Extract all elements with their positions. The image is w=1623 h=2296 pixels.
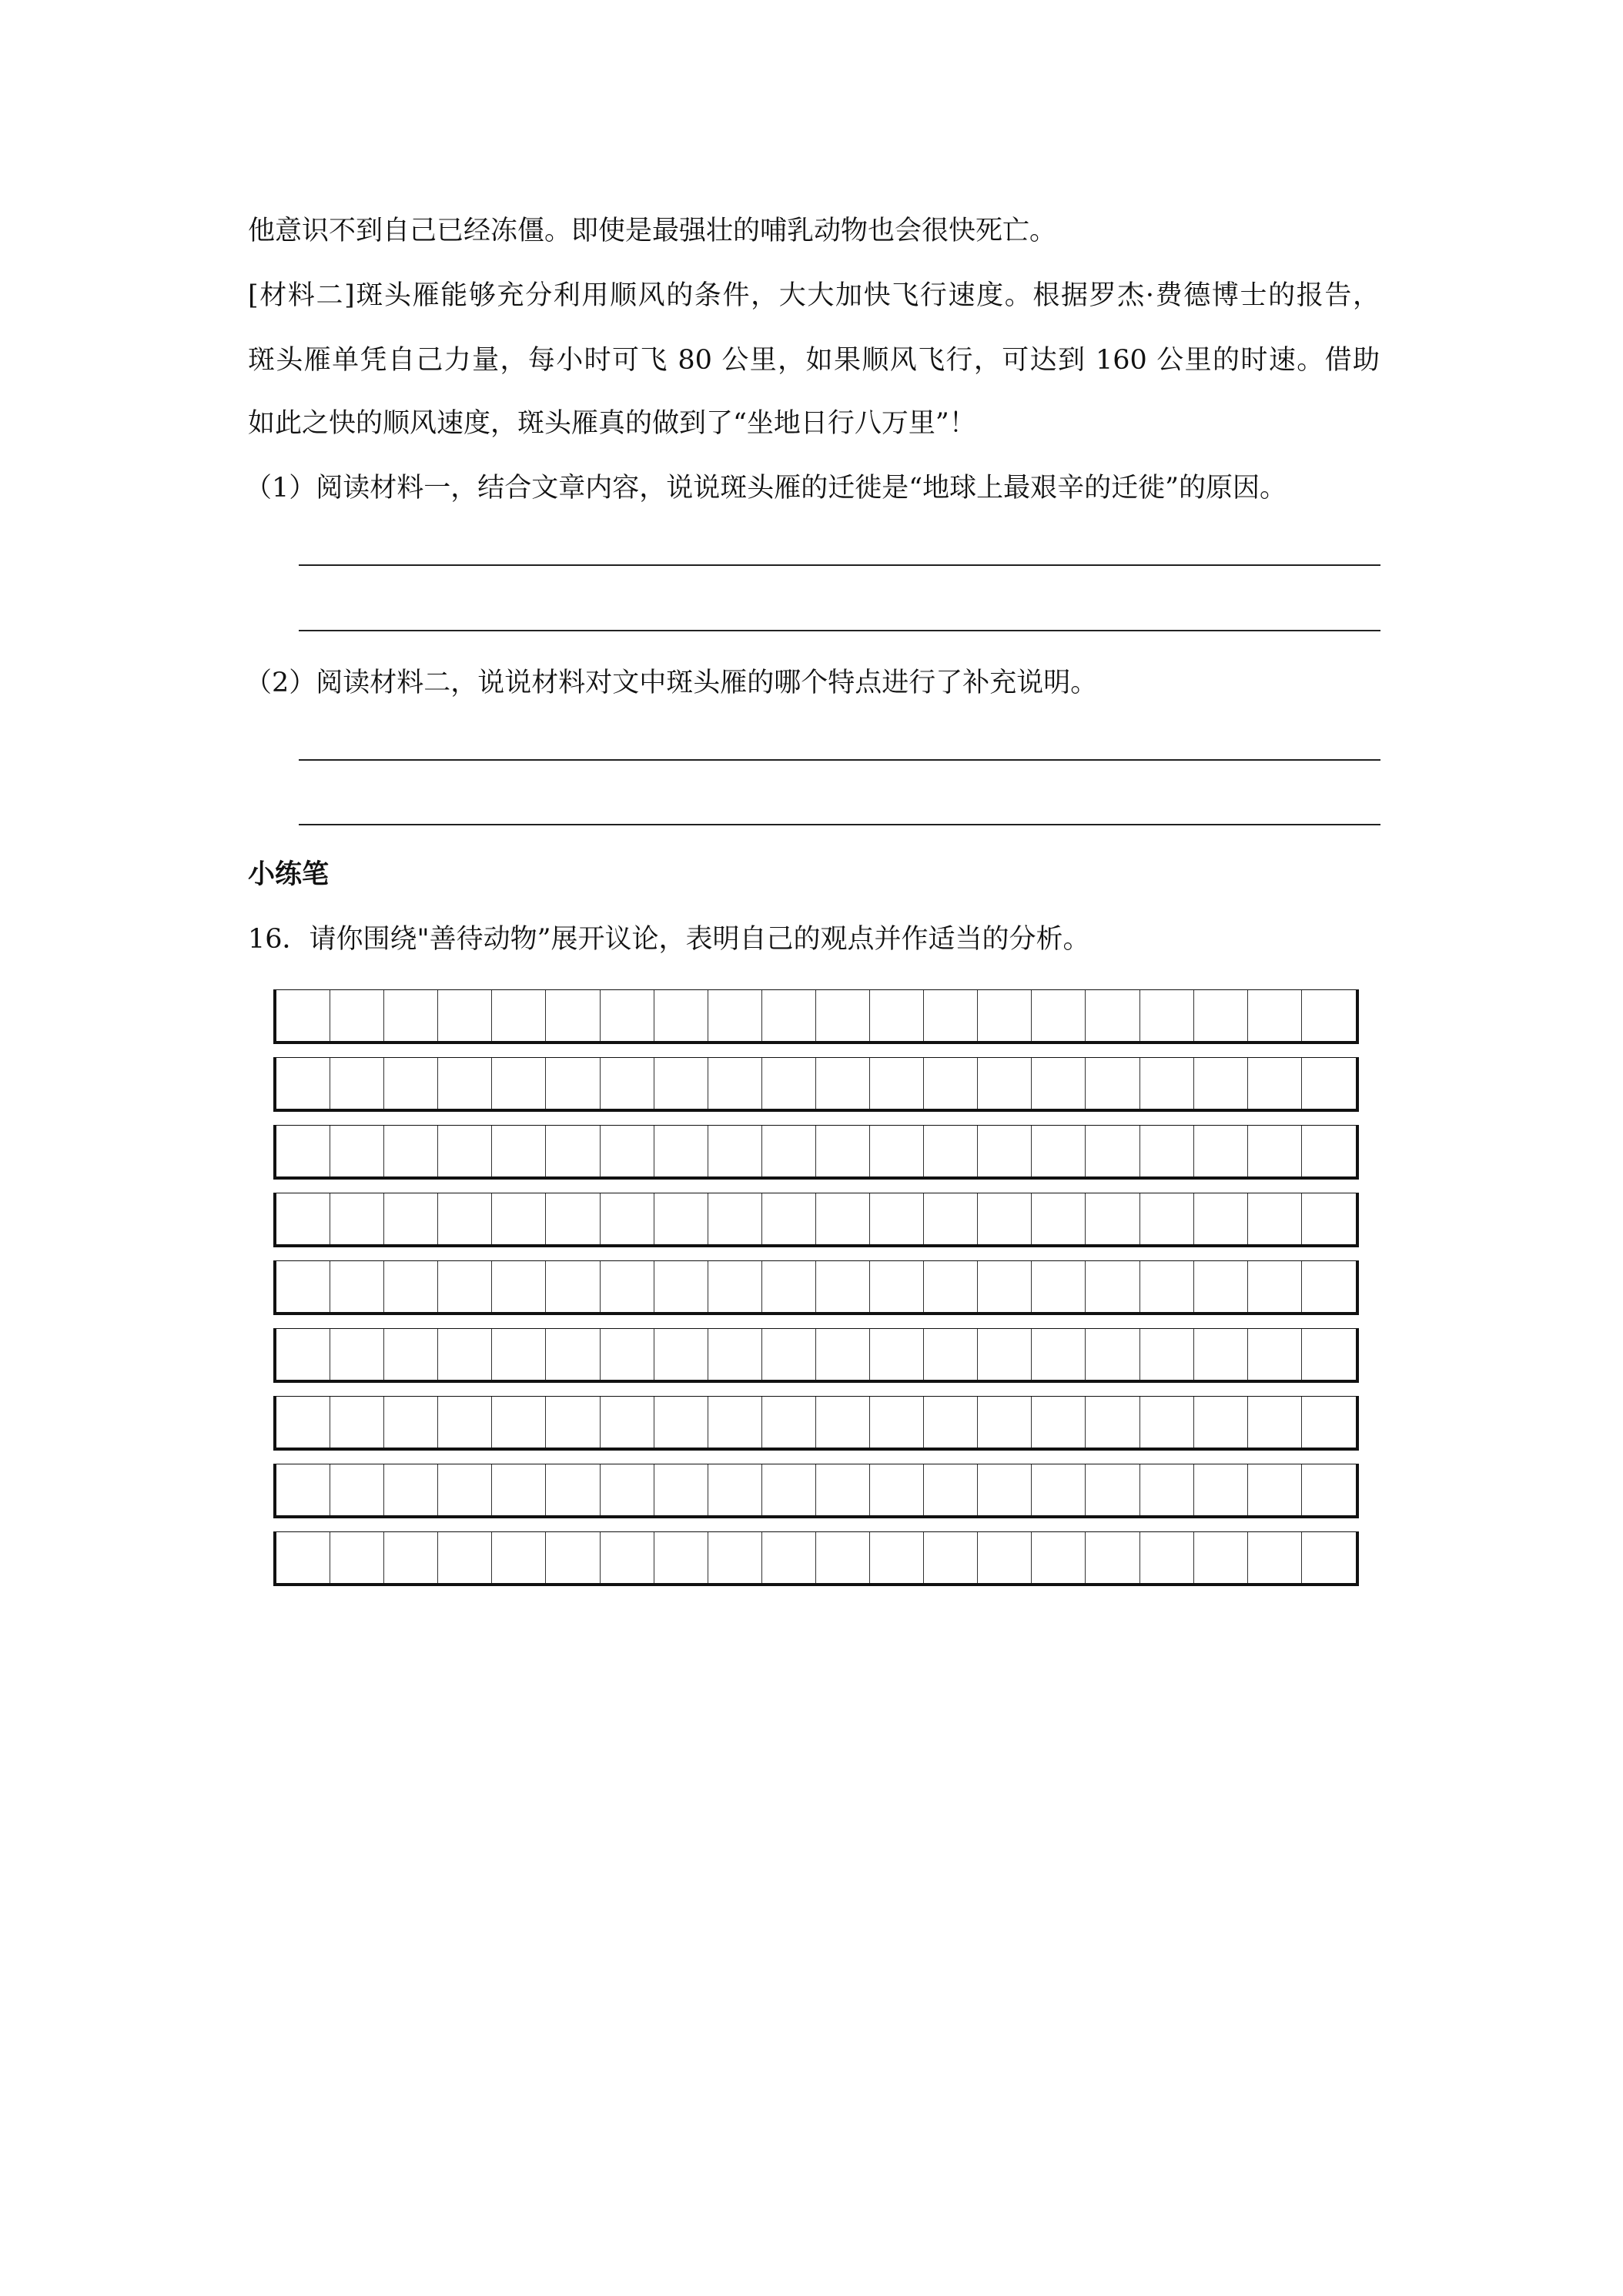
grid-cell[interactable] [330,1329,384,1380]
grid-cell[interactable] [870,1126,924,1176]
grid-row [273,1531,1359,1586]
grid-cell[interactable] [1086,990,1139,1041]
grid-cell[interactable] [546,990,600,1041]
grid-cell[interactable] [546,1329,600,1380]
grid-cell[interactable] [1248,990,1302,1041]
grid-cell[interactable] [438,1397,492,1448]
grid-cell[interactable] [870,990,924,1041]
grid-cell[interactable] [1302,1397,1356,1448]
grid-cell[interactable] [492,1464,546,1515]
grid-cell[interactable] [708,1193,762,1244]
grid-cell[interactable] [384,1058,438,1109]
grid-row [273,1125,1359,1180]
grid-cell[interactable] [1140,1261,1194,1312]
grid-cell[interactable] [276,990,330,1041]
grid-cell[interactable] [654,1464,708,1515]
grid-cell[interactable] [708,1058,762,1109]
grid-row [273,1193,1359,1247]
grid-cell[interactable] [924,1261,978,1312]
grid-cell[interactable] [492,1261,546,1312]
grid-cell[interactable] [546,1058,600,1109]
grid-cell[interactable] [762,1329,816,1380]
grid-cell[interactable] [870,1193,924,1244]
grid-cell[interactable] [1140,1126,1194,1176]
grid-cell[interactable] [1302,1193,1356,1244]
grid-cell[interactable] [870,1058,924,1109]
grid-cell[interactable] [924,1126,978,1176]
grid-cell[interactable] [1086,1397,1139,1448]
grid-cell[interactable] [330,1532,384,1583]
material-two-line-3: 如此之快的顺风速度，斑头雁真的做到了“坐地日行八万里”！ [248,408,976,439]
grid-cell[interactable] [1140,1464,1194,1515]
grid-cell[interactable] [816,1397,870,1448]
grid-cell[interactable] [384,1397,438,1448]
grid-cell[interactable] [546,1464,600,1515]
grid-cell[interactable] [654,990,708,1041]
grid-cell[interactable] [546,1193,600,1244]
grid-cell[interactable] [276,1397,330,1448]
grid-cell[interactable] [384,1126,438,1176]
grid-cell[interactable] [1032,1329,1086,1380]
grid-row [273,989,1359,1044]
grid-cell[interactable] [816,1464,870,1515]
grid-cell[interactable] [654,1329,708,1380]
answer-line-q2-2[interactable] [299,824,1380,825]
grid-cell[interactable] [978,1058,1032,1109]
grid-cell[interactable] [762,1397,816,1448]
grid-cell[interactable] [1194,1261,1248,1312]
grid-row [273,1260,1359,1315]
grid-cell[interactable] [870,1532,924,1583]
grid-cell[interactable] [708,1532,762,1583]
grid-cell[interactable] [1032,1397,1086,1448]
grid-cell[interactable] [330,1464,384,1515]
grid-cell[interactable] [708,1261,762,1312]
grid-cell[interactable] [601,1058,654,1109]
grid-cell[interactable] [654,1126,708,1176]
grid-row [273,1396,1359,1451]
grid-cell[interactable] [438,1532,492,1583]
grid-cell[interactable] [1140,1193,1194,1244]
grid-cell[interactable] [438,990,492,1041]
grid-cell[interactable] [1140,1058,1194,1109]
grid-cell[interactable] [1194,1464,1248,1515]
grid-cell[interactable] [1248,1261,1302,1312]
grid-cell[interactable] [276,1058,330,1109]
grid-cell[interactable] [978,1532,1032,1583]
grid-cell[interactable] [654,1397,708,1448]
grid-cell[interactable] [870,1464,924,1515]
grid-cell[interactable] [1194,1532,1248,1583]
grid-cell[interactable] [438,1058,492,1109]
grid-cell[interactable] [924,1193,978,1244]
grid-cell[interactable] [276,1261,330,1312]
grid-cell[interactable] [762,1126,816,1176]
grid-cell[interactable] [330,1397,384,1448]
grid-cell[interactable] [708,1126,762,1176]
grid-cell[interactable] [384,1464,438,1515]
grid-cell[interactable] [492,990,546,1041]
grid-cell[interactable] [1140,1329,1194,1380]
grid-cell[interactable] [816,1532,870,1583]
grid-cell[interactable] [1194,1058,1248,1109]
grid-cell[interactable] [438,1126,492,1176]
grid-cell[interactable] [438,1261,492,1312]
grid-cell[interactable] [601,1261,654,1312]
grid-cell[interactable] [438,1464,492,1515]
grid-cell[interactable] [330,990,384,1041]
grid-cell[interactable] [546,1532,600,1583]
grid-cell[interactable] [438,1193,492,1244]
grid-cell[interactable] [654,1532,708,1583]
grid-cell[interactable] [1140,1532,1194,1583]
grid-cell[interactable] [1086,1261,1139,1312]
grid-cell[interactable] [384,990,438,1041]
grid-cell[interactable] [601,1532,654,1583]
grid-cell[interactable] [601,1126,654,1176]
answer-line-q2-1[interactable] [299,759,1380,761]
grid-cell[interactable] [1086,1193,1139,1244]
grid-cell[interactable] [1194,1193,1248,1244]
grid-cell[interactable] [924,1329,978,1380]
grid-cell[interactable] [330,1126,384,1176]
grid-row [273,1328,1359,1383]
grid-cell[interactable] [492,1126,546,1176]
grid-cell[interactable] [1032,1058,1086,1109]
grid-cell[interactable] [708,1329,762,1380]
grid-cell[interactable] [601,990,654,1041]
grid-cell[interactable] [816,1058,870,1109]
grid-cell[interactable] [1140,990,1194,1041]
grid-cell[interactable] [978,1464,1032,1515]
grid-cell[interactable] [384,1329,438,1380]
grid-cell[interactable] [978,1193,1032,1244]
grid-cell[interactable] [924,990,978,1041]
grid-cell[interactable] [1140,1397,1194,1448]
grid-cell[interactable] [708,1397,762,1448]
grid-cell[interactable] [816,1193,870,1244]
grid-cell[interactable] [1086,1058,1139,1109]
grid-cell[interactable] [384,1193,438,1244]
grid-cell[interactable] [870,1261,924,1312]
grid-cell[interactable] [492,1193,546,1244]
grid-cell[interactable] [1032,1126,1086,1176]
grid-cell[interactable] [1302,1261,1356,1312]
grid-cell[interactable] [1302,1058,1356,1109]
grid-cell[interactable] [1248,1058,1302,1109]
grid-cell[interactable] [276,1464,330,1515]
grid-cell[interactable] [816,990,870,1041]
question-2: （2）阅读材料二，说说材料对文中斑头雁的哪个特点进行了补充说明。 [245,668,1098,698]
grid-cell[interactable] [492,1397,546,1448]
grid-cell[interactable] [924,1058,978,1109]
grid-cell[interactable] [978,1261,1032,1312]
grid-row [273,1057,1359,1112]
grid-cell[interactable] [654,1261,708,1312]
grid-cell[interactable] [601,1193,654,1244]
grid-cell[interactable] [384,1532,438,1583]
material-two-line-1: [材料二]斑头雁能够充分利用顺风的条件，大大加快飞行速度。根据罗杰·费德博士的报告， [248,280,1380,311]
grid-cell[interactable] [924,1532,978,1583]
grid-cell[interactable] [1248,1464,1302,1515]
grid-cell[interactable] [708,1464,762,1515]
grid-cell[interactable] [1248,1193,1302,1244]
grid-cell[interactable] [816,1329,870,1380]
grid-cell[interactable] [276,1329,330,1380]
material-two-line-2: 斑头雁单凭自己力量，每小时可飞 80 公里，如果顺风飞行，可达到 160 公里的时速。借助 [248,345,1380,376]
grid-cell[interactable] [924,1397,978,1448]
grid-cell[interactable] [1302,1532,1356,1583]
grid-cell[interactable] [492,1329,546,1380]
grid-cell[interactable] [870,1329,924,1380]
grid-cell[interactable] [384,1261,438,1312]
grid-cell[interactable] [762,1464,816,1515]
grid-cell[interactable] [1086,1126,1139,1176]
grid-cell[interactable] [1032,1532,1086,1583]
grid-cell[interactable] [1302,990,1356,1041]
practice-prompt: 16．请你围绕"善待动物”展开议论，表明自己的观点并作适当的分析。 [248,924,1090,955]
answer-line-q1-1[interactable] [299,564,1380,566]
grid-cell[interactable] [438,1329,492,1380]
grid-cell[interactable] [816,1261,870,1312]
grid-cell[interactable] [1194,1329,1248,1380]
practice-title: 小练笔 [248,859,330,890]
grid-cell[interactable] [546,1397,600,1448]
grid-cell[interactable] [1248,1532,1302,1583]
grid-cell[interactable] [546,1126,600,1176]
question-1: （1）阅读材料一，结合文章内容，说说斑头雁的迁徙是“地球上最艰辛的迁徙”的原因。 [245,473,1287,504]
grid-cell[interactable] [1032,1193,1086,1244]
grid-cell[interactable] [601,1464,654,1515]
grid-cell[interactable] [978,990,1032,1041]
grid-cell[interactable] [762,1193,816,1244]
grid-cell[interactable] [1086,1464,1139,1515]
grid-cell[interactable] [1302,1126,1356,1176]
grid-cell[interactable] [654,1058,708,1109]
grid-cell[interactable] [1194,990,1248,1041]
grid-cell[interactable] [276,1532,330,1583]
grid-cell[interactable] [978,1329,1032,1380]
grid-cell[interactable] [762,990,816,1041]
grid-cell[interactable] [330,1261,384,1312]
grid-cell[interactable] [1032,1464,1086,1515]
grid-cell[interactable] [762,1261,816,1312]
grid-cell[interactable] [546,1261,600,1312]
grid-cell[interactable] [924,1464,978,1515]
grid-cell[interactable] [978,1397,1032,1448]
grid-cell[interactable] [276,1193,330,1244]
grid-cell[interactable] [762,1058,816,1109]
grid-cell[interactable] [816,1126,870,1176]
grid-cell[interactable] [492,1058,546,1109]
grid-cell[interactable] [276,1126,330,1176]
grid-cell[interactable] [978,1126,1032,1176]
grid-cell[interactable] [330,1193,384,1244]
answer-line-q1-2[interactable] [299,630,1380,631]
grid-cell[interactable] [1086,1532,1139,1583]
grid-cell[interactable] [1032,1261,1086,1312]
grid-cell[interactable] [1194,1126,1248,1176]
grid-cell[interactable] [1248,1126,1302,1176]
grid-cell[interactable] [1032,990,1086,1041]
material-one-end: 他意识不到自己已经冻僵。即使是最强壮的哺乳动物也会很快死亡。 [248,216,1057,246]
grid-cell[interactable] [601,1329,654,1380]
grid-cell[interactable] [492,1532,546,1583]
grid-cell[interactable] [654,1193,708,1244]
grid-cell[interactable] [762,1532,816,1583]
grid-cell[interactable] [708,990,762,1041]
grid-cell[interactable] [1302,1464,1356,1515]
grid-cell[interactable] [870,1397,924,1448]
grid-cell[interactable] [330,1058,384,1109]
grid-cell[interactable] [1194,1397,1248,1448]
grid-cell[interactable] [601,1397,654,1448]
grid-row [273,1464,1359,1518]
grid-cell[interactable] [1248,1397,1302,1448]
grid-cell[interactable] [1248,1329,1302,1380]
grid-cell[interactable] [1302,1329,1356,1380]
grid-cell[interactable] [1086,1329,1139,1380]
